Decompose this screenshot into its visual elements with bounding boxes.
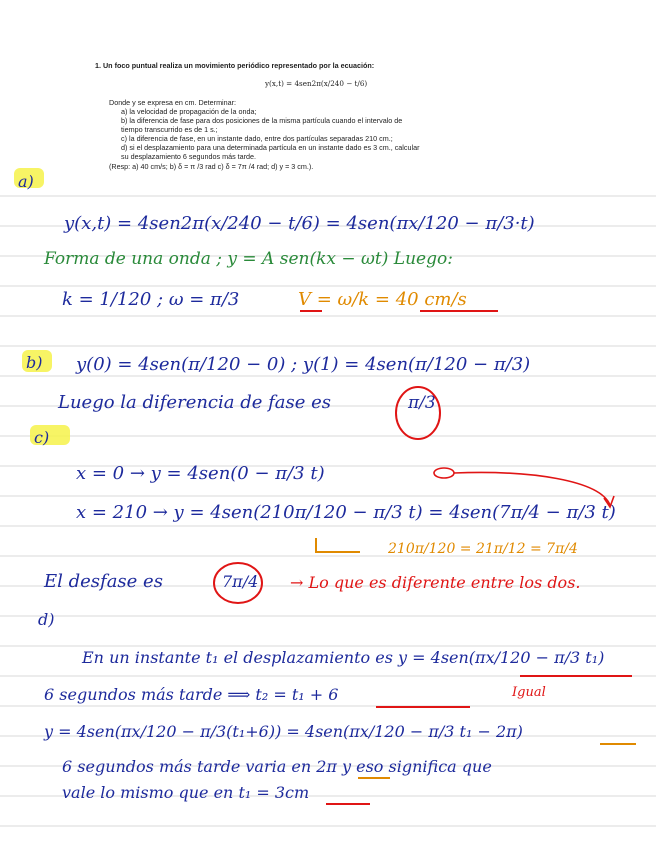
a-wave-form: Forma de una onda ; y = A sen(kx − ωt) Luego: [44, 249, 453, 269]
a-velocity: V = ω/k = 40 cm/s [298, 289, 467, 310]
problem-item-d-cont: su desplazamiento 6 segundos más tarde. [121, 152, 257, 161]
d-instant: En un instante t₁ el desplazamiento es y = 4sen(πx/120 − π/3 t₁) [82, 648, 605, 667]
b-phase-answer: π/3 [408, 393, 436, 413]
b-phase-text: Luego la diferencia de fase es [58, 392, 332, 413]
a-equation: y(x,t) = 4sen2π(x/240 − t/6) = 4sen(πx/120 − π/3·t) [64, 213, 535, 234]
arrow-start-loop [434, 468, 454, 478]
d-igual: Igual [512, 685, 546, 700]
b-equations: y(0) = 4sen(π/120 − 0) ; y(1) = 4sen(π/120 − π/3) [76, 354, 531, 375]
c-desfase-answer: 7π/4 [222, 572, 259, 591]
c-desfase-text: El desfase es [44, 571, 163, 592]
c-simplify: 210π/120 = 21π/12 = 7π/4 [388, 541, 578, 557]
problem-item-d: d) si el desplazamiento para una determinada partícula en un instante dado es 3 cm., calcular [121, 143, 420, 152]
d-substitution: y = 4sen(πx/120 − π/3(t₁+6)) = 4sen(πx/120 − π/3 t₁ − 2π) [44, 722, 523, 741]
c-x210: x = 210 → y = 4sen(210π/120 − π/3 t) = 4sen(7π/4 − π/3 t) [76, 502, 616, 523]
problem-item-b-cont: tiempo transcurrido es de 1 s.; [121, 125, 218, 134]
orange-bracket [316, 538, 360, 552]
label-a: a) [18, 172, 34, 191]
label-d: d) [38, 610, 55, 629]
problem-title: 1. Un foco puntual realiza un movimiento periódico representado por la ecuación: [95, 61, 375, 70]
circle-b-answer [396, 387, 440, 439]
c-x0: x = 0 → y = 4sen(0 − π/3 t) [76, 463, 325, 484]
problem-item-b: b) la diferencia de fase para dos posiciones de la misma partícula cuando el intervalo de [121, 116, 403, 125]
d-later: 6 segundos más tarde ⟹ t₂ = t₁ + 6 [44, 685, 339, 704]
a-k-omega: k = 1/120 ; ω = π/3 [62, 289, 240, 310]
problem-intro: Donde y se expresa en cm. Determinar: [109, 98, 237, 107]
problem-item-a: a) la velocidad de propagación de la onda; [121, 107, 257, 116]
c-note: → Lo que es diferente entre los dos. [290, 573, 581, 592]
label-b: b) [26, 353, 43, 372]
curved-arrow [454, 472, 610, 505]
problem-answers: (Resp: a) 40 cm/s; b) δ = π /3 rad c) δ = 7π /4 rad; d) y = 3 cm.). [109, 162, 314, 171]
problem-equation: y(x,t) = 4sen2π(x/240 − t/6) [265, 79, 368, 88]
d-conclusion-2: vale lo mismo que en t₁ = 3cm [62, 783, 310, 802]
problem-item-c: c) la diferencia de fase, en un instante dado, entre dos partículas separadas 210 cm.; [121, 134, 393, 143]
d-conclusion-1: 6 segundos más tarde varia en 2π y eso significa que [62, 757, 492, 776]
circle-c-answer [214, 563, 262, 603]
label-c: c) [34, 428, 50, 447]
